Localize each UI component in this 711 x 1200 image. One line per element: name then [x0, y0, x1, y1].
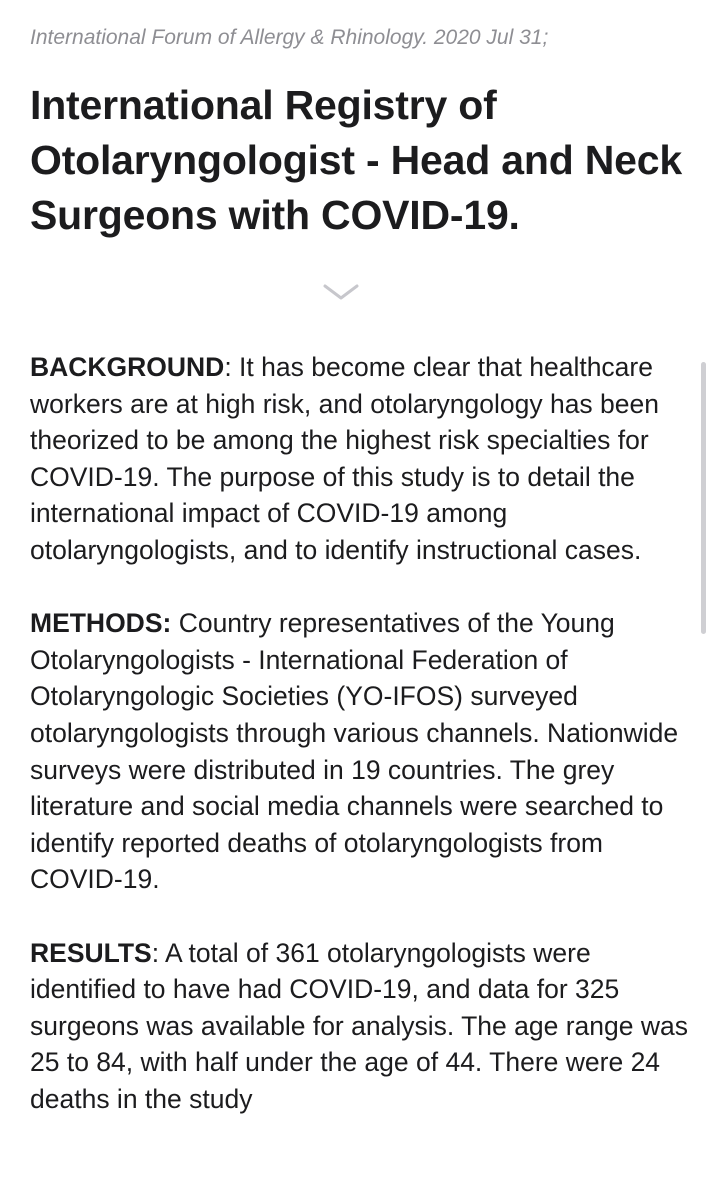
section-text-methods: Country representatives of the Young Otolaryngologists - International Federation of Otolaryngologic Societies (YO-IFOS) surveyed otolaryngologists through various channels. Nationwide surveys were distributed in 19 countries. The grey literature and social media channels were searched to identify reported deaths of otolaryngologists from COVID-19.: [30, 608, 679, 895]
article-title: International Registry of Otolaryngologist - Head and Neck Surgeons with COVID-19.: [30, 82, 682, 238]
scrollbar-thumb[interactable]: [701, 362, 706, 634]
abstract-background-section: [30, 349, 698, 569]
journal-citation: International Forum of Allergy & Rhinology. 2020 Jul 31;: [30, 26, 549, 49]
abstract-results-section: [30, 935, 698, 1118]
abstract-methods-section: [30, 605, 698, 898]
abstract-body: [30, 349, 698, 1154]
section-label-background: BACKGROUND: [30, 352, 225, 382]
section-label-results: RESULTS: [30, 937, 152, 968]
section-text-background: : It has become clear that healthcare workers are at high risk, and otolaryngology has been theorized to be among the highest risk specialties for COVID-19. The purpose of this study is to detail the international impact of COVID-19 among otolaryngologists, and to identify instructional cases.: [30, 352, 659, 565]
chevron-down-icon[interactable]: [322, 282, 360, 302]
section-text-results: : A total of 361 otolaryngologists were identified to have had COVID-19, and data for 325 surgeons was available for analysis. The age range was 25 to 84, with half under the age of 44. There were 24 deaths in the study: [30, 937, 688, 1114]
section-label-methods: METHODS:: [30, 608, 172, 639]
